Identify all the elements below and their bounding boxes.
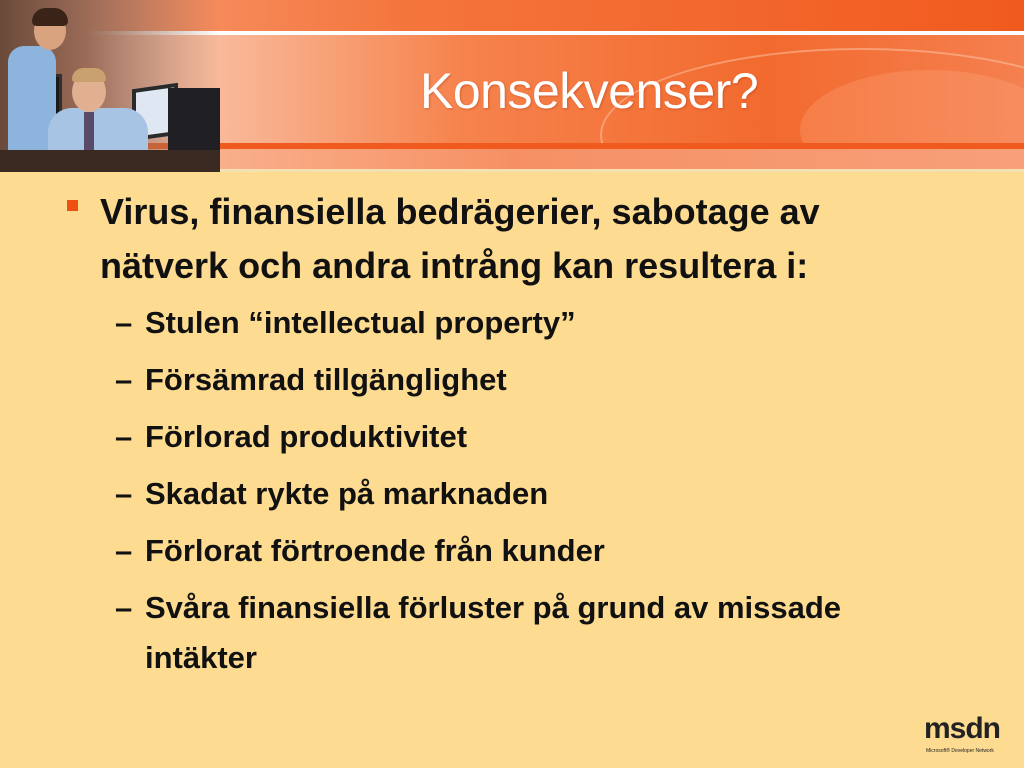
sub-item-text: Förlorat förtroende från kunder [145,533,605,568]
msdn-logo-word: msdn [924,712,1001,745]
main-bullet-line-1: Virus, finansiella bedrägerier, sabotage av [100,191,820,232]
sub-item-continuation: intäkter [145,640,257,675]
msdn-logo [924,712,1018,762]
dash-marker: – [115,590,133,625]
sub-item [115,476,548,512]
sub-item [115,533,605,569]
sub-item-text: Skadat rykte på marknaden [145,476,549,511]
dash-marker: – [115,533,133,568]
sub-item [115,362,507,398]
sub-item-text: Stulen “intellectual property” [145,305,576,340]
main-bullet-line-2: nätverk och andra intrång kan resultera i: [100,245,809,286]
sub-item [115,590,841,626]
sub-item-text: Svåra finansiella förluster på grund av missade [145,590,842,625]
sub-item [115,419,467,455]
dash-marker: – [115,419,133,454]
sub-item [115,305,576,341]
msdn-logo-tagline: Microsoft® Developer Network [926,748,994,754]
square-bullet-icon [67,200,78,211]
dash-marker: – [115,362,133,397]
main-bullet-text [100,185,980,293]
slide-title: Konsekvenser? [420,63,759,119]
sub-item-text: Försämrad tillgänglighet [145,362,507,397]
dash-marker: – [115,476,133,511]
dash-marker: – [115,305,133,340]
sub-item-text: Förlorad produktivitet [145,419,468,454]
